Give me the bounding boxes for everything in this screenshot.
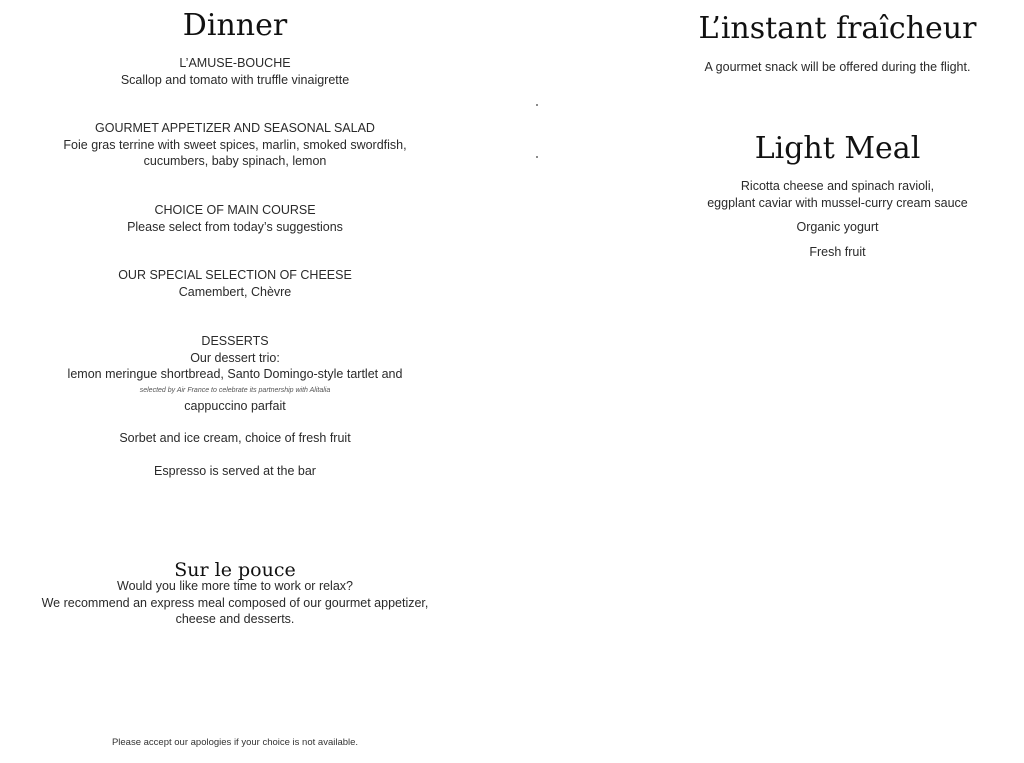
- print-dot: [536, 156, 538, 158]
- main-course-section: [20, 202, 450, 235]
- cheese-section: [20, 267, 450, 300]
- instant-fraicheur-title: L’instant fraîcheur: [698, 11, 977, 46]
- desserts-line-3: cappuccino parfait: [184, 398, 286, 413]
- light-meal-title: Light Meal: [754, 131, 921, 166]
- appetizer-line-2: cucumbers, baby spinach, lemon: [143, 154, 327, 168]
- amuse-bouche-text: Scallop and tomato with truffle vinaigrette: [120, 72, 350, 87]
- instant-fraicheur-text: A gourmet snack will be offered during the flight.: [704, 60, 971, 74]
- desserts-section: [20, 333, 450, 479]
- amuse-bouche-section: [20, 55, 450, 88]
- sur-le-pouce-line-3: cheese and desserts.: [175, 612, 295, 626]
- desserts-note: selected by Air France to celebrate its partnership with Alitalia: [139, 386, 331, 394]
- dinner-title: Dinner: [182, 8, 288, 43]
- appetizer-line-1: Foie gras terrine with sweet spices, marlin, smoked swordfish,: [63, 137, 407, 152]
- light-meal-line-1: Ricotta cheese and spinach ravioli,: [740, 179, 935, 193]
- main-course-heading: CHOICE OF MAIN COURSE: [154, 203, 316, 217]
- desserts-line-1: Our dessert trio:: [190, 350, 280, 365]
- apology-footer: Please accept our apologies if your choice is not available.: [111, 737, 359, 748]
- desserts-line-4: Sorbet and ice cream, choice of fresh fruit: [119, 431, 351, 445]
- sur-le-pouce-line-2: We recommend an express meal composed of our gourmet appetizer,: [41, 595, 429, 610]
- sur-le-pouce-line-1: Would you like more time to work or relax?: [117, 579, 353, 593]
- light-meal-section: [655, 178, 1020, 260]
- sur-le-pouce-section: [20, 578, 450, 628]
- cheese-heading: OUR SPECIAL SELECTION OF CHEESE: [118, 268, 352, 282]
- desserts-heading: DESSERTS: [201, 334, 269, 348]
- amuse-bouche-heading: L’AMUSE-BOUCHE: [179, 56, 291, 70]
- desserts-line-5: Espresso is served at the bar: [154, 463, 316, 478]
- main-course-text: Please select from today’s suggestions: [127, 219, 343, 234]
- desserts-line-2: lemon meringue shortbread, Santo Domingo-style tartlet and: [67, 367, 403, 381]
- print-dot: [536, 104, 538, 106]
- appetizer-heading: GOURMET APPETIZER AND SEASONAL SALAD: [95, 121, 375, 135]
- sur-le-pouce-title: Sur le pouce: [174, 559, 296, 581]
- cheese-text: Camembert, Chèvre: [178, 284, 292, 299]
- light-meal-line-2: eggplant caviar with mussel-curry cream sauce: [707, 195, 968, 210]
- light-meal-line-4: Fresh fruit: [809, 244, 866, 259]
- appetizer-section: [20, 120, 450, 170]
- light-meal-line-3: Organic yogurt: [796, 220, 879, 234]
